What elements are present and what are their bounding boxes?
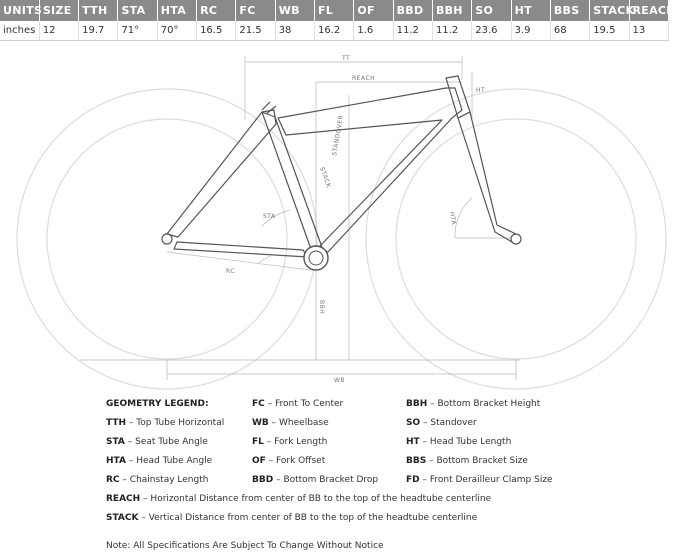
column-header-bbh: BBH xyxy=(432,0,471,21)
stack-label: STACK xyxy=(318,166,333,190)
legend-item-tth: TTH – Top Tube Horizontal xyxy=(106,418,225,428)
table-cell-bbs: 68 xyxy=(550,21,589,41)
table-cell-ht: 3.9 xyxy=(511,21,550,41)
bottom-bracket-outer xyxy=(304,246,328,270)
column-header-size: SIZE xyxy=(39,0,78,21)
wb-label: WB xyxy=(334,377,346,384)
table-row xyxy=(0,21,669,41)
legend-item-sta: STA – Seat Tube Angle xyxy=(106,437,208,447)
rear-triangle xyxy=(167,110,276,237)
column-header-sta: STA xyxy=(118,0,157,21)
sta-label: STA xyxy=(263,213,276,220)
table-cell-hta: 70° xyxy=(157,21,196,41)
legend-item-ht: HT – Head Tube Length xyxy=(406,437,512,447)
table-cell-so: 23.6 xyxy=(472,21,511,41)
bike-geometry-diagram xyxy=(0,42,669,394)
table-cell-rc: 16.5 xyxy=(197,21,236,41)
legend-item-fl: FL – Fork Length xyxy=(252,437,328,447)
column-header-tth: TTH xyxy=(79,0,118,21)
geometry-legend xyxy=(0,396,669,536)
table-cell-stack: 19.5 xyxy=(590,21,629,41)
table-cell-size: 12 xyxy=(39,21,78,41)
table-cell-fl: 16.2 xyxy=(315,21,354,41)
rc-label: RC xyxy=(226,268,236,275)
table-header-row xyxy=(0,0,669,21)
table-body xyxy=(0,21,669,41)
legend-item-fc: FC – Front To Center xyxy=(252,399,344,409)
front-hub xyxy=(511,234,521,244)
table-cell-of: 1.6 xyxy=(354,21,393,41)
table-cell-sta: 71° xyxy=(118,21,157,41)
legend-item-so: SO – Standover xyxy=(406,418,477,428)
column-header-bbs: BBS xyxy=(550,0,589,21)
legend-item-rc: RC – Chainstay Length xyxy=(106,475,209,485)
ht-label: HT xyxy=(476,87,486,94)
tt-label: TT xyxy=(342,55,351,62)
column-header-fc: FC xyxy=(236,0,275,21)
table-cell-fc: 21.5 xyxy=(236,21,275,41)
column-header-hta: HTA xyxy=(157,0,196,21)
table-cell-reach: 13 xyxy=(629,21,669,41)
disclaimer-note: Note: All Specifications Are Subject To Change Without Notice xyxy=(106,541,384,551)
table-cell-tth: 19.7 xyxy=(79,21,118,41)
legend-item-of: OF – Fork Offset xyxy=(252,456,326,466)
column-header-units: UNITS xyxy=(0,0,39,21)
column-header-bbd: BBD xyxy=(393,0,432,21)
column-header-rc: RC xyxy=(197,0,236,21)
column-header-fl: FL xyxy=(315,0,354,21)
column-header-wb: WB xyxy=(275,0,314,21)
legend-item-reach: REACH – Horizontal Distance from center of BB to the top of the headtube centerline xyxy=(106,494,492,504)
column-header-reach: REACH xyxy=(629,0,669,21)
legend-item-hta: HTA – Head Tube Angle xyxy=(106,456,213,466)
legend-item-stack: STACK – Vertical Distance from center of BB to the top of the headtube centerline xyxy=(106,513,478,523)
seat-tube xyxy=(262,112,323,252)
seatstay-inner xyxy=(174,242,308,257)
legend-item-wb: WB – Wheelbase xyxy=(252,418,329,428)
column-header-stack: STACK xyxy=(590,0,629,21)
table-cell-bbd: 11.2 xyxy=(393,21,432,41)
rear-hub xyxy=(162,234,172,244)
legend-item-bbd: BBD – Bottom Bracket Drop xyxy=(252,475,379,485)
standover-label: STANDOVER xyxy=(331,114,346,157)
hta-label: HTA xyxy=(448,211,458,226)
legend-item-fd: FD – Front Derailleur Clamp Size xyxy=(406,475,553,485)
fork xyxy=(458,112,516,242)
bbh-label: BBH xyxy=(318,300,325,315)
geometry-table xyxy=(0,0,676,41)
table-cell-wb: 38 xyxy=(275,21,314,41)
table-cell-bbh: 11.2 xyxy=(432,21,471,41)
legend-item-bbs: BBS – Bottom Bracket Size xyxy=(406,456,528,466)
reach-label: REACH xyxy=(352,75,376,82)
table-cell-units: inches xyxy=(0,21,39,41)
legend-title: GEOMETRY LEGEND: xyxy=(106,399,209,409)
legend-item-bbh: BBH – Bottom Bracket Height xyxy=(406,399,541,409)
column-header-so: SO xyxy=(472,0,511,21)
column-header-of: OF xyxy=(354,0,393,21)
column-header-ht: HT xyxy=(511,0,550,21)
